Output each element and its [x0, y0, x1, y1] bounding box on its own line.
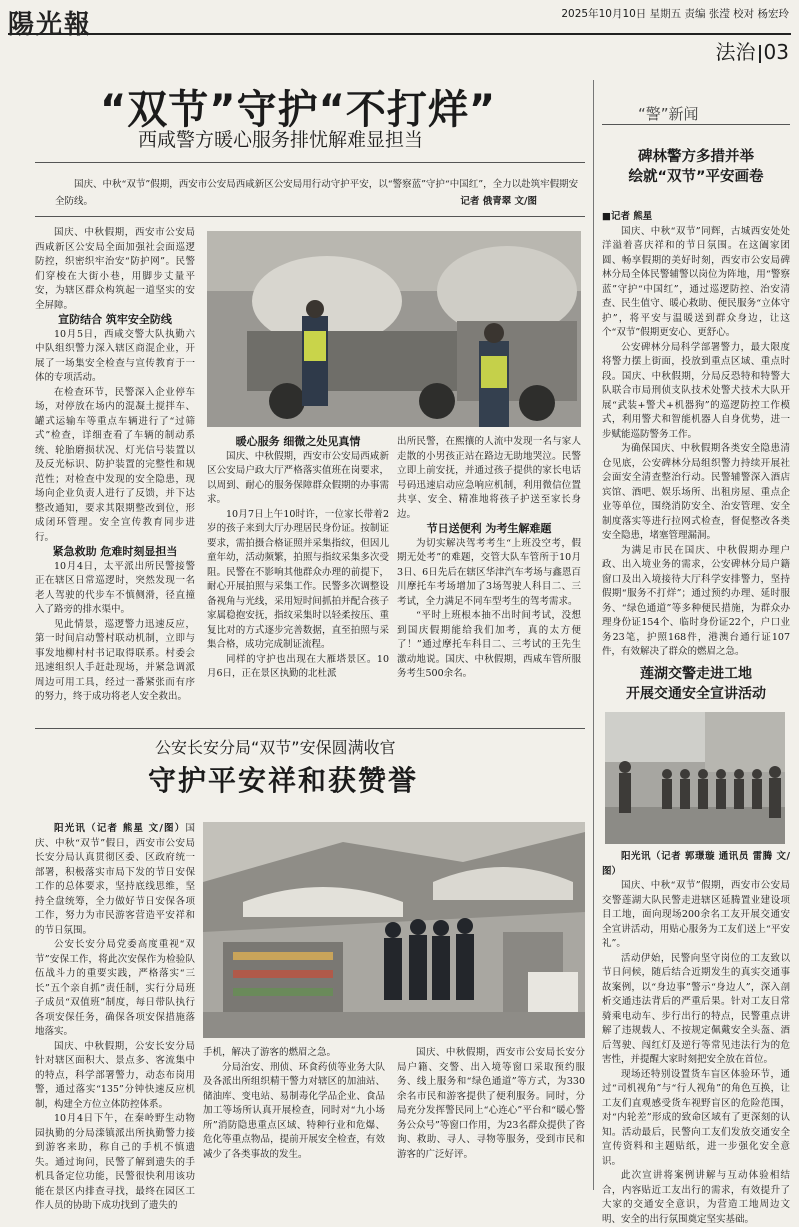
- article-column-1: [35, 226, 195, 726]
- subheading: 紧急救助 危难时刻显担当: [52, 545, 178, 558]
- scenic-area-patrol-photo: [203, 822, 585, 1038]
- main-byline: 记者 俄青翠 文/图: [460, 196, 537, 207]
- paragraph: 10月4日，太平派出所民警接警正在辖区日常巡逻时，突然发现一名老人驾驶的代步车不慎侧滑，径直撞入了路旁的排水渠中。: [35, 560, 195, 615]
- section-label: [716, 36, 789, 65]
- paragraph: 国庆、中秋“双节”同辉，古城西安处处洋溢着喜庆祥和的节日氛围。在这阖家团圆、畅享假期的美好时刻，西安市公安局碑林分局全体民警辅警以岗位为阵地，用“警察蓝”守护“中国红”，通过巡逻防控、治安清查、民生值守、暖心救助、便民服务“立体守护”，将平安与温暖送到群众身边，让这个“双节”假期更安心、更舒心。: [602, 225, 790, 338]
- traffic-police-inspection-photo: [207, 231, 581, 427]
- paragraph: 10月7日上午10时许，一位家长带着2岁的孩子来到大厅办理居民身份证。按制证要求，需拍摄合格证照并采集指纹，但因儿童年幼，活动频繁，拍照与指纹采集多次受阻。民警在不影响其他群众办理的前提下，耐心开展拍照与采集工作。民警多次调整设备视角与光线，采用短时间抓拍并配合孩子家属稳抱安抚，指纹采集时以轻柔按压、重复比对的方式逐步完善数据，直至拍照与采集合格，成功完成制证流程。: [207, 508, 389, 650]
- paragraph: 为满足市民在国庆、中秋假期办理户政、出入境业务的需求，公安碑林分局户籍窗口及出入境接待大厅科学安排警力，坚持假期“服务不打烊”；通过预约办理、延时服务、“绿色通道”等多种便民措施，为群众办理身份证154个、临时身份证22个，户口业务23笔，护照168件，港澳台通行证107件，有效解决了群众的燃眉之急。: [602, 544, 790, 657]
- side1-title-line2: 绘就“双节”平安画卷: [628, 169, 764, 185]
- lead-rule-bottom: [35, 216, 585, 217]
- side2-byline: 阳光讯（记者 郭璟璇 通讯员 雷腾 文/图）: [602, 851, 790, 877]
- police-news-tag: “警”新闻: [638, 105, 699, 123]
- section2-photo: [203, 822, 585, 1038]
- main-photo: [207, 231, 581, 427]
- section-divider: [759, 45, 761, 63]
- paragraph: 国庆、中秋“双节”假日，西安市公安局长安分局认真贯彻区委、区政府统一部署，积极落实市局下发的节日安保工作的总体要求，坚持底线思维，坚持全盘统筹，全力做好节日安保各项工作，努力为市民游客营造平安祥和的节日氛围。: [35, 823, 195, 936]
- side2-article: [602, 850, 790, 1225]
- paragraph: 10月4日下午，在秦岭野生动物园执勤的分局滦镇派出所执勤警力接到游客来助，称自己的手机不慎遗失。通过询问，民警了解到遗失的手机具备定位功能，民警很快利用该功能在景区内排查寻找，最终在园区工作人员的协助下成功找到了遗失的: [35, 1113, 195, 1211]
- side-rule: [602, 124, 790, 125]
- paragraph: 公安长安分局党委高度重视“双节”安保工作，将此次安保作为检验队伍战斗力的重要实践，严格落实“三长”五个亲自抓”责任制，实行分局班子成员“双值班”制度，每日带队执行各项安保任务，确保各项安保措施落地落实。: [35, 939, 195, 1037]
- section2-headline: 守护平安祥和获赞誉: [148, 764, 419, 797]
- paragraph: 为切实解决驾考考生“上班没空考，假期无处考”的难题，交管大队车管所于10月3日、6日先后在辖区华津汽车考场与鑫恩百川摩托车考场增加了3场驾驶人科目二、三考试，全力满足不同车型考生的驾考需求。: [397, 537, 581, 607]
- side2-title-line2: 开展交通安全宣讲活动: [626, 686, 766, 702]
- column-divider: [593, 80, 594, 1190]
- side2-photo: [605, 712, 785, 844]
- section2-column-1: [35, 822, 195, 1211]
- subheading: 节日送便利 为考生解难题: [426, 522, 552, 535]
- section2-column-3: [397, 1046, 585, 1194]
- paragraph: 分局治安、刑侦、环食药侦等业务大队及各派出所组织精干警力对辖区的加油站、储油库、变电站、易制毒化学品企业、食品加工等场所认真开展检查，同时对“九小场所”消防隐患重点区域、特种行业和危爆、危化等重点物品，提前开展安全检查，有效减少了各类事故的发生。: [203, 1061, 385, 1160]
- side1-byline: ■记者 熊星: [602, 211, 653, 222]
- side1-headline: [602, 147, 790, 187]
- side2-title-line1: 莲湖交警走进工地: [640, 666, 752, 682]
- main-headline: “双节”守护“不打烊”: [100, 87, 497, 133]
- side2-headline: [602, 664, 790, 704]
- paragraph: 同样的守护也出现在大雁塔景区。10月6日，正在景区执勤的北杜派: [207, 653, 389, 679]
- article-column-3: [397, 435, 581, 725]
- paragraph: 此次宣讲将案例讲解与互动体验相结合，内容贴近工友出行的需求，有效提升了大家的交通安全意识，为营造工地周边文明、安全的出行氛围奠定坚实基础。: [602, 1170, 790, 1225]
- paragraph: 活动伊始，民警向坚守岗位的工友致以节日问候，随后结合近期发生的真实交通事故案例，以“身边事”警示“身边人”，深入剖析交通违法背后的严重后果。针对工友日常骑乘电动车、步行出行的特点，民警重点讲解了违规载人、不按规定佩戴安全头盔、酒后驾驶、闯红灯及逆行等常见违法行为的危害性，并提醒大家时刻把安全放在首位。: [602, 952, 790, 1065]
- subheading: 暖心服务 细微之处见真情: [235, 435, 361, 448]
- paragraph: 国庆、中秋假期，西安市公安局西咸新区公安局户政大厅严格落实值班在岗要求，以周到、耐心的服务保障群众假期的办事需求。: [207, 450, 389, 505]
- section-name: 法治: [715, 40, 756, 64]
- paragraph: “平时上班根本抽不出时间考试，没想到国庆假期能给我们加考，真的太方便了！”通过摩托车科目二、三考试的王先生激动地说。国庆、中秋假期，西咸车管所服务考生500余名。: [397, 610, 581, 679]
- section-number: 03: [763, 40, 789, 64]
- section2-rule: [35, 728, 585, 729]
- lead-rule-top: [35, 162, 585, 163]
- paragraph: 10月5日，西咸交警大队执勤六中队组织警力深入辖区商混企业，开展了一场集安全检查与宣传教育于一体的专项活动。: [35, 328, 195, 383]
- paragraph: 国庆、中秋“双节”假期，西安市公安局交警莲湖大队民警走进辖区延腾置业建设项目工地，面向现场200余名工友开展交通安全宣讲活动，用贴心服务为工友们送上“平安礼”。: [602, 880, 790, 949]
- paragraph: 现场还特别设置货车盲区体验环节，通过“司机视角”与“行人视角”的角色互换，让工友们直观感受货车视野盲区的危险范围，对“内轮差”形成的致命区域有了更深刻的认知。活动最后，民警向工友们发放交通安全宣传资料和主题贴纸，进一步强化安全意识。: [602, 1068, 790, 1167]
- section2-column-2: [203, 1046, 385, 1194]
- header-rule: [8, 33, 791, 35]
- side1-title-line1: 碑林警方多措并举: [638, 149, 754, 165]
- article-column-2: [207, 435, 389, 725]
- paragraph: 为确保国庆、中秋假期各类安全隐患清仓见底，公安碑林分局组织警力持续开展社会面安全清查整治行动。民警辅警深入酒店宾馆、酒吧、娱乐场所、出租房屋、重点企业等单位，围绕消防安全、治安管理、安全制度落实等进行拉网式检查，督促整改各类安全隐患，堵塞管理漏洞。: [602, 443, 790, 541]
- section2-byline: 阳光讯（记者 熊星 文/图）: [54, 823, 186, 834]
- paragraph: 公安碑林分局科学部署警力，最大限度将警力摆上街面，投放到重点区域、重点时段。国庆、中秋假期，分局反恐特和特警大队联合市局刑侦支队技术处警犬技术大队开展“武装+警犬+机器狗”的巡逻防控工作模式，利用警犬和智能机器人自身优势，进一步赋能巡防警务工作。: [602, 341, 790, 440]
- construction-site-lecture-photo: [605, 712, 785, 844]
- newspaper-logo: 陽光報: [8, 10, 93, 40]
- subheading: 宣防结合 筑牢安全防线: [58, 313, 172, 326]
- paragraph: 手机，解决了游客的燃眉之急。: [203, 1047, 337, 1058]
- paragraph: 见此情景，巡逻警力迅速反应，第一时间启动警村联动机制，立即与事发地柳村村书记取得联系。村委会迅速组织人手赶赴现场，并紧急调派周边可用工具，经过一番紧张而有序的努力，终于成功将老人安全救出。: [35, 618, 195, 702]
- paragraph: 国庆、中秋假期，公安长安分局针对辖区面积大、景点多、客流集中的特点，科学部署警力，动态布岗用警，通过落实“135”分钟快速反应机制，构建全方位立体防控体系。: [35, 1040, 195, 1110]
- paragraph: 出所民警，在熙攘的人流中发现一名与家人走散的小男孩正站在路边无助地哭泣。民警立即上前安抚，并通过孩子提供的家长电话号码迅速启动应急响应机制，利用微信位置共享、安全、精准地将孩子护送至家长身边。: [397, 436, 581, 520]
- paragraph: 国庆、中秋假期，西安市公安局长安分局户籍、交警、出入境等窗口采取预约服务、线上服务和“绿色通道”等方式，为330余名市民和游客提供了便利服务。同时，分局充分发挥警民同上“心连心”平台和“暖心警务公众号”等窗口作用，为23名群众提供了咨询、救助、寻人、寻物等服务，受到市民和游客的广泛好评。: [397, 1047, 585, 1160]
- lead-paragraph: 国庆、中秋“双节”假期，西安市公安局西咸新区公安局用行动守护平安，以“警察蓝”守护“中国红”，全力以赴筑牢假期安全防线。: [55, 179, 579, 207]
- issue-info: 2025年10月10日 星期五 责编 张滢 校对 杨宏玲: [561, 8, 789, 20]
- main-subheadline: 西咸警方暖心服务排忧解难显担当: [138, 129, 424, 151]
- paragraph: 在检查环节，民警深入企业停车场，对停放在场内的混凝土搅拌车、罐式运输车等重点车辆进行了“过筛式”检查，详细查看了车辆的制动系统、轮胎磨损状况、灯光信号装置以及反光标识、防护装置的完整性和规范性；对检查中发现的安全隐患，现场向企业负责人进行了反馈，并下达整改通知，要求其限期整改到位，形成闭环管理。安全宣传教育同步进行。: [35, 386, 195, 543]
- section2-subheadline: 公安长安分局“双节”安保圆满收官: [155, 738, 396, 757]
- paragraph: 国庆、中秋假期，西安市公安局西咸新区公安局全面加强社会面巡逻防控，织密织牢治安“防护网”。民警们穿梭在大街小巷，用脚步丈量平安，为辖区群众构筑起一道坚实的安全屏障。: [35, 227, 195, 311]
- side1-article: [602, 210, 790, 657]
